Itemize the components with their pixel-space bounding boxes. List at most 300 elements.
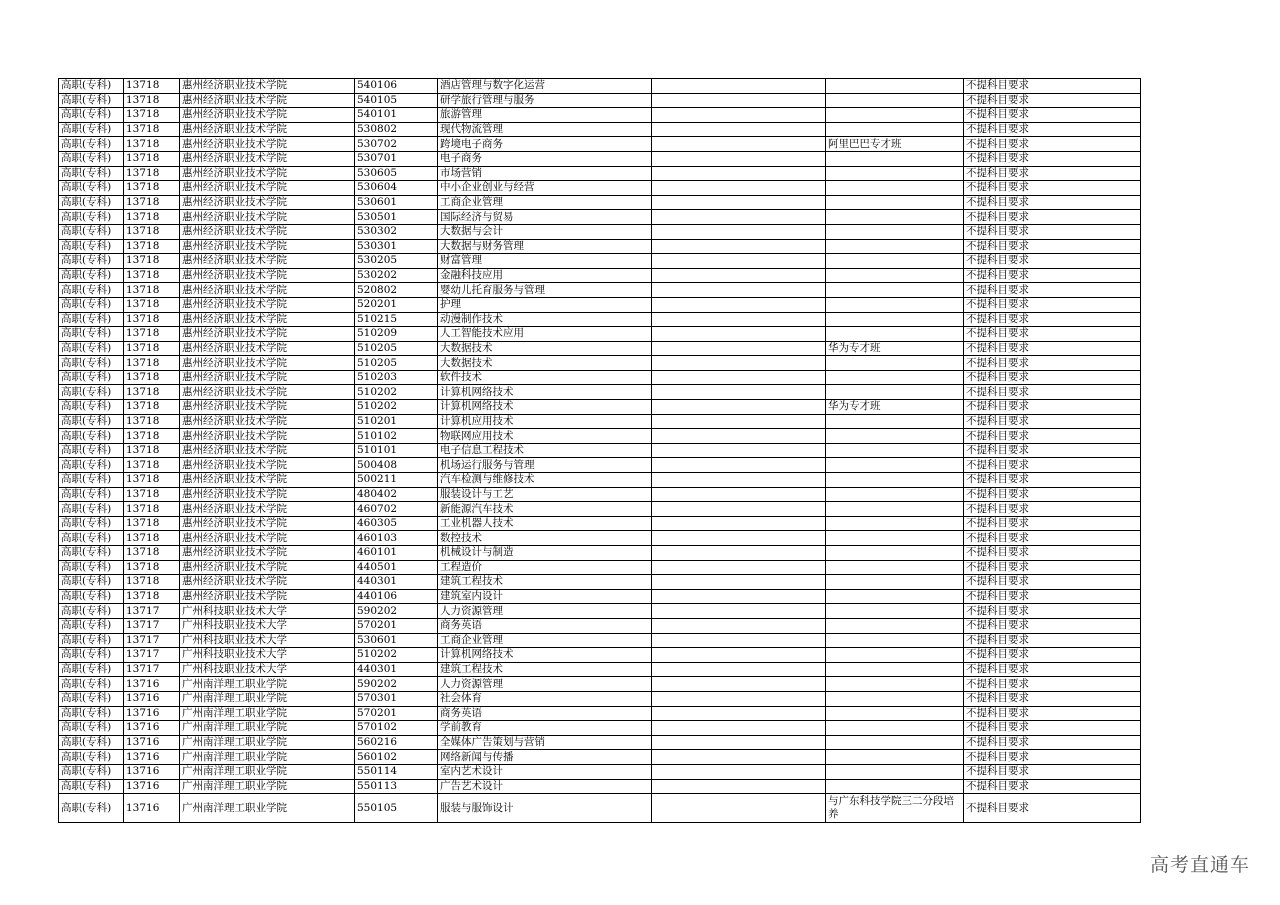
table-body: [59, 79, 1141, 823]
school-name-cell: 惠州经济职业技术学院: [180, 166, 355, 181]
school-code-cell: 13718: [124, 254, 180, 269]
major-name-cell: 室内艺术设计: [438, 764, 652, 779]
major-code-cell: 540106: [355, 79, 438, 94]
blank-cell: [652, 721, 826, 736]
blank-cell: [652, 414, 826, 429]
major-code-cell: 440106: [355, 589, 438, 604]
school-name-cell: 惠州经济职业技术学院: [180, 239, 355, 254]
school-code-cell: 13716: [124, 750, 180, 765]
blank-cell: [652, 750, 826, 765]
blank-cell: [652, 370, 826, 385]
school-code-cell: 13718: [124, 516, 180, 531]
school-name-cell: 广州南洋理工职业学院: [180, 794, 355, 823]
blank-cell: [652, 195, 826, 210]
school-code-cell: 13718: [124, 400, 180, 415]
requirement-cell: 不提科目要求: [964, 735, 1141, 750]
school-code-cell: 13718: [124, 151, 180, 166]
requirement-cell: 不提科目要求: [964, 662, 1141, 677]
note-cell: [826, 297, 964, 312]
school-name-cell: 广州科技职业技术大学: [180, 604, 355, 619]
school-name-cell: 惠州经济职业技术学院: [180, 312, 355, 327]
table-row: [59, 239, 1141, 254]
blank-cell: [652, 327, 826, 342]
note-cell: [826, 546, 964, 561]
level-cell: 高职(专科): [59, 691, 124, 706]
table-row: [59, 327, 1141, 342]
school-code-cell: 13718: [124, 283, 180, 298]
major-name-cell: 建筑工程技术: [438, 662, 652, 677]
school-code-cell: 13718: [124, 224, 180, 239]
major-code-cell: 510209: [355, 327, 438, 342]
school-name-cell: 广州南洋理工职业学院: [180, 691, 355, 706]
school-code-cell: 13718: [124, 385, 180, 400]
level-cell: 高职(专科): [59, 458, 124, 473]
note-cell: [826, 429, 964, 444]
level-cell: 高职(专科): [59, 531, 124, 546]
major-name-cell: 商务英语: [438, 706, 652, 721]
table-row: [59, 195, 1141, 210]
major-name-cell: 学前教育: [438, 721, 652, 736]
school-name-cell: 惠州经济职业技术学院: [180, 589, 355, 604]
major-code-cell: 550114: [355, 764, 438, 779]
requirement-cell: 不提科目要求: [964, 604, 1141, 619]
level-cell: 高职(专科): [59, 151, 124, 166]
note-cell: [826, 560, 964, 575]
school-code-cell: 13718: [124, 166, 180, 181]
major-name-cell: 中小企业创业与经营: [438, 181, 652, 196]
blank-cell: [652, 691, 826, 706]
table-row: [59, 662, 1141, 677]
note-cell: [826, 648, 964, 663]
table-row: [59, 414, 1141, 429]
table-row: [59, 633, 1141, 648]
level-cell: 高职(专科): [59, 400, 124, 415]
major-code-cell: 590202: [355, 604, 438, 619]
blank-cell: [652, 400, 826, 415]
requirement-cell: 不提科目要求: [964, 370, 1141, 385]
major-name-cell: 建筑工程技术: [438, 575, 652, 590]
school-name-cell: 惠州经济职业技术学院: [180, 151, 355, 166]
major-name-cell: 计算机网络技术: [438, 400, 652, 415]
major-name-cell: 网络新闻与传播: [438, 750, 652, 765]
major-name-cell: 工业机器人技术: [438, 516, 652, 531]
requirement-cell: 不提科目要求: [964, 210, 1141, 225]
major-code-cell: 460305: [355, 516, 438, 531]
requirement-cell: 不提科目要求: [964, 794, 1141, 823]
blank-cell: [652, 181, 826, 196]
school-name-cell: 惠州经济职业技术学院: [180, 341, 355, 356]
major-code-cell: 530802: [355, 122, 438, 137]
blank-cell: [652, 341, 826, 356]
school-code-cell: 13718: [124, 297, 180, 312]
major-code-cell: 530701: [355, 151, 438, 166]
note-cell: [826, 385, 964, 400]
level-cell: 高职(专科): [59, 604, 124, 619]
school-name-cell: 惠州经济职业技术学院: [180, 429, 355, 444]
level-cell: 高职(专科): [59, 560, 124, 575]
major-name-cell: 软件技术: [438, 370, 652, 385]
note-cell: [826, 779, 964, 794]
school-code-cell: 13716: [124, 735, 180, 750]
requirement-cell: 不提科目要求: [964, 414, 1141, 429]
blank-cell: [652, 210, 826, 225]
note-cell: 阿里巴巴专才班: [826, 137, 964, 152]
major-code-cell: 540105: [355, 93, 438, 108]
note-cell: [826, 166, 964, 181]
major-code-cell: 530601: [355, 195, 438, 210]
school-code-cell: 13718: [124, 93, 180, 108]
table-row: [59, 356, 1141, 371]
blank-cell: [652, 618, 826, 633]
note-cell: [826, 93, 964, 108]
note-cell: [826, 414, 964, 429]
major-code-cell: 530302: [355, 224, 438, 239]
table-row: [59, 108, 1141, 123]
table-row: [59, 516, 1141, 531]
blank-cell: [652, 516, 826, 531]
level-cell: 高职(专科): [59, 341, 124, 356]
table-row: [59, 93, 1141, 108]
table-row: [59, 546, 1141, 561]
blank-cell: [652, 633, 826, 648]
level-cell: 高职(专科): [59, 443, 124, 458]
major-name-cell: 电子商务: [438, 151, 652, 166]
school-code-cell: 13718: [124, 181, 180, 196]
school-name-cell: 惠州经济职业技术学院: [180, 400, 355, 415]
table-row: [59, 385, 1141, 400]
level-cell: 高职(专科): [59, 137, 124, 152]
level-cell: 高职(专科): [59, 473, 124, 488]
major-name-cell: 广告艺术设计: [438, 779, 652, 794]
note-cell: [826, 458, 964, 473]
level-cell: 高职(专科): [59, 706, 124, 721]
school-code-cell: 13718: [124, 414, 180, 429]
school-name-cell: 惠州经济职业技术学院: [180, 502, 355, 517]
level-cell: 高职(专科): [59, 648, 124, 663]
table-row: [59, 691, 1141, 706]
school-name-cell: 惠州经济职业技术学院: [180, 122, 355, 137]
school-name-cell: 惠州经济职业技术学院: [180, 224, 355, 239]
blank-cell: [652, 531, 826, 546]
major-name-cell: 工程造价: [438, 560, 652, 575]
major-name-cell: 建筑室内设计: [438, 589, 652, 604]
table-row: [59, 706, 1141, 721]
level-cell: 高职(专科): [59, 764, 124, 779]
requirement-cell: 不提科目要求: [964, 151, 1141, 166]
major-name-cell: 大数据与财务管理: [438, 239, 652, 254]
major-code-cell: 530604: [355, 181, 438, 196]
school-code-cell: 13718: [124, 137, 180, 152]
major-name-cell: 工商企业管理: [438, 195, 652, 210]
watermark: 高考直通车: [1149, 854, 1250, 876]
requirement-cell: 不提科目要求: [964, 458, 1141, 473]
major-name-cell: 机械设计与制造: [438, 546, 652, 561]
major-code-cell: 510202: [355, 400, 438, 415]
school-name-cell: 惠州经济职业技术学院: [180, 268, 355, 283]
requirement-cell: 不提科目要求: [964, 677, 1141, 692]
school-code-cell: 13718: [124, 210, 180, 225]
level-cell: 高职(专科): [59, 794, 124, 823]
major-name-cell: 财富管理: [438, 254, 652, 269]
level-cell: 高职(专科): [59, 385, 124, 400]
blank-cell: [652, 239, 826, 254]
note-cell: [826, 764, 964, 779]
note-cell: [826, 108, 964, 123]
requirement-cell: 不提科目要求: [964, 312, 1141, 327]
major-code-cell: 560102: [355, 750, 438, 765]
table-row: [59, 473, 1141, 488]
school-code-cell: 13718: [124, 560, 180, 575]
major-name-cell: 旅游管理: [438, 108, 652, 123]
blank-cell: [652, 93, 826, 108]
requirement-cell: 不提科目要求: [964, 589, 1141, 604]
major-code-cell: 550113: [355, 779, 438, 794]
major-name-cell: 国际经济与贸易: [438, 210, 652, 225]
major-name-cell: 新能源汽车技术: [438, 502, 652, 517]
blank-cell: [652, 356, 826, 371]
table-row: [59, 589, 1141, 604]
school-name-cell: 广州南洋理工职业学院: [180, 706, 355, 721]
major-code-cell: 520802: [355, 283, 438, 298]
school-name-cell: 惠州经济职业技术学院: [180, 137, 355, 152]
school-name-cell: 惠州经济职业技术学院: [180, 385, 355, 400]
school-name-cell: 惠州经济职业技术学院: [180, 210, 355, 225]
requirement-cell: 不提科目要求: [964, 633, 1141, 648]
table-row: [59, 429, 1141, 444]
school-name-cell: 广州南洋理工职业学院: [180, 721, 355, 736]
requirement-cell: 不提科目要求: [964, 181, 1141, 196]
school-code-cell: 13718: [124, 370, 180, 385]
major-name-cell: 汽车检测与维修技术: [438, 473, 652, 488]
school-code-cell: 13718: [124, 546, 180, 561]
requirement-cell: 不提科目要求: [964, 400, 1141, 415]
table-row: [59, 794, 1141, 823]
major-code-cell: 500408: [355, 458, 438, 473]
level-cell: 高职(专科): [59, 575, 124, 590]
note-cell: [826, 239, 964, 254]
school-name-cell: 惠州经济职业技术学院: [180, 254, 355, 269]
major-name-cell: 工商企业管理: [438, 633, 652, 648]
requirement-cell: 不提科目要求: [964, 254, 1141, 269]
school-code-cell: 13718: [124, 268, 180, 283]
blank-cell: [652, 79, 826, 94]
requirement-cell: 不提科目要求: [964, 575, 1141, 590]
requirement-cell: 不提科目要求: [964, 283, 1141, 298]
major-code-cell: 520201: [355, 297, 438, 312]
blank-cell: [652, 604, 826, 619]
school-code-cell: 13718: [124, 239, 180, 254]
major-code-cell: 480402: [355, 487, 438, 502]
major-name-cell: 婴幼儿托育服务与管理: [438, 283, 652, 298]
school-code-cell: 13718: [124, 327, 180, 342]
school-name-cell: 广州科技职业技术大学: [180, 662, 355, 677]
note-cell: [826, 589, 964, 604]
major-code-cell: 460103: [355, 531, 438, 546]
note-cell: [826, 283, 964, 298]
requirement-cell: 不提科目要求: [964, 560, 1141, 575]
requirement-cell: 不提科目要求: [964, 195, 1141, 210]
requirement-cell: 不提科目要求: [964, 502, 1141, 517]
school-code-cell: 13718: [124, 458, 180, 473]
note-cell: [826, 633, 964, 648]
major-name-cell: 计算机网络技术: [438, 385, 652, 400]
table-row: [59, 181, 1141, 196]
blank-cell: [652, 224, 826, 239]
level-cell: 高职(专科): [59, 414, 124, 429]
school-name-cell: 广州科技职业技术大学: [180, 618, 355, 633]
major-code-cell: 510205: [355, 356, 438, 371]
blank-cell: [652, 443, 826, 458]
major-name-cell: 人工智能技术应用: [438, 327, 652, 342]
requirement-cell: 不提科目要求: [964, 341, 1141, 356]
school-code-cell: 13718: [124, 531, 180, 546]
level-cell: 高职(专科): [59, 166, 124, 181]
major-code-cell: 530202: [355, 268, 438, 283]
school-name-cell: 惠州经济职业技术学院: [180, 458, 355, 473]
school-code-cell: 13717: [124, 604, 180, 619]
note-cell: [826, 254, 964, 269]
major-code-cell: 530601: [355, 633, 438, 648]
major-name-cell: 酒店管理与数字化运营: [438, 79, 652, 94]
level-cell: 高职(专科): [59, 677, 124, 692]
note-cell: [826, 604, 964, 619]
major-name-cell: 跨境电子商务: [438, 137, 652, 152]
blank-cell: [652, 137, 826, 152]
school-code-cell: 13716: [124, 677, 180, 692]
level-cell: 高职(专科): [59, 108, 124, 123]
blank-cell: [652, 297, 826, 312]
requirement-cell: 不提科目要求: [964, 79, 1141, 94]
blank-cell: [652, 283, 826, 298]
school-code-cell: 13717: [124, 618, 180, 633]
blank-cell: [652, 662, 826, 677]
table-row: [59, 721, 1141, 736]
major-code-cell: 510102: [355, 429, 438, 444]
table-row: [59, 122, 1141, 137]
note-cell: [826, 677, 964, 692]
table-row: [59, 210, 1141, 225]
note-cell: 华为专才班: [826, 341, 964, 356]
major-name-cell: 金融科技应用: [438, 268, 652, 283]
note-cell: [826, 151, 964, 166]
major-code-cell: 560216: [355, 735, 438, 750]
note-cell: [826, 327, 964, 342]
table-row: [59, 677, 1141, 692]
major-name-cell: 服装与服饰设计: [438, 794, 652, 823]
level-cell: 高职(专科): [59, 750, 124, 765]
note-cell: [826, 691, 964, 706]
note-cell: [826, 750, 964, 765]
major-code-cell: 510215: [355, 312, 438, 327]
requirement-cell: 不提科目要求: [964, 297, 1141, 312]
school-code-cell: 13718: [124, 589, 180, 604]
major-code-cell: 570201: [355, 706, 438, 721]
table-row: [59, 151, 1141, 166]
school-code-cell: 13716: [124, 779, 180, 794]
note-cell: [826, 195, 964, 210]
school-name-cell: 广州南洋理工职业学院: [180, 735, 355, 750]
level-cell: 高职(专科): [59, 224, 124, 239]
major-code-cell: 510203: [355, 370, 438, 385]
requirement-cell: 不提科目要求: [964, 473, 1141, 488]
blank-cell: [652, 502, 826, 517]
major-code-cell: 440301: [355, 575, 438, 590]
table-row: [59, 341, 1141, 356]
note-cell: [826, 721, 964, 736]
school-code-cell: 13718: [124, 502, 180, 517]
level-cell: 高职(专科): [59, 93, 124, 108]
school-name-cell: 惠州经济职业技术学院: [180, 181, 355, 196]
blank-cell: [652, 458, 826, 473]
table-row: [59, 166, 1141, 181]
note-cell: [826, 79, 964, 94]
major-code-cell: 510205: [355, 341, 438, 356]
school-name-cell: 惠州经济职业技术学院: [180, 575, 355, 590]
major-name-cell: 计算机网络技术: [438, 648, 652, 663]
blank-cell: [652, 122, 826, 137]
note-cell: [826, 487, 964, 502]
requirement-cell: 不提科目要求: [964, 429, 1141, 444]
school-code-cell: 13718: [124, 356, 180, 371]
blank-cell: [652, 487, 826, 502]
major-code-cell: 590202: [355, 677, 438, 692]
school-name-cell: 惠州经济职业技术学院: [180, 327, 355, 342]
level-cell: 高职(专科): [59, 210, 124, 225]
requirement-cell: 不提科目要求: [964, 443, 1141, 458]
major-code-cell: 510101: [355, 443, 438, 458]
level-cell: 高职(专科): [59, 297, 124, 312]
blank-cell: [652, 254, 826, 269]
requirement-cell: 不提科目要求: [964, 487, 1141, 502]
note-cell: 华为专才班: [826, 400, 964, 415]
table-row: [59, 604, 1141, 619]
major-code-cell: 570102: [355, 721, 438, 736]
note-cell: [826, 662, 964, 677]
note-cell: [826, 312, 964, 327]
school-name-cell: 惠州经济职业技术学院: [180, 79, 355, 94]
school-name-cell: 惠州经济职业技术学院: [180, 108, 355, 123]
school-name-cell: 惠州经济职业技术学院: [180, 487, 355, 502]
major-code-cell: 570301: [355, 691, 438, 706]
school-name-cell: 惠州经济职业技术学院: [180, 516, 355, 531]
note-cell: [826, 224, 964, 239]
major-code-cell: 530605: [355, 166, 438, 181]
table-row: [59, 458, 1141, 473]
major-name-cell: 大数据技术: [438, 341, 652, 356]
table-row: [59, 648, 1141, 663]
requirement-cell: 不提科目要求: [964, 546, 1141, 561]
table-row: [59, 735, 1141, 750]
school-name-cell: 惠州经济职业技术学院: [180, 546, 355, 561]
school-name-cell: 广州南洋理工职业学院: [180, 750, 355, 765]
level-cell: 高职(专科): [59, 239, 124, 254]
major-name-cell: 现代物流管理: [438, 122, 652, 137]
school-code-cell: 13718: [124, 575, 180, 590]
table-row: [59, 443, 1141, 458]
requirement-cell: 不提科目要求: [964, 166, 1141, 181]
requirement-cell: 不提科目要求: [964, 618, 1141, 633]
major-code-cell: 530205: [355, 254, 438, 269]
requirement-cell: 不提科目要求: [964, 268, 1141, 283]
requirement-cell: 不提科目要求: [964, 779, 1141, 794]
blank-cell: [652, 648, 826, 663]
level-cell: 高职(专科): [59, 735, 124, 750]
school-name-cell: 惠州经济职业技术学院: [180, 531, 355, 546]
requirement-cell: 不提科目要求: [964, 93, 1141, 108]
requirement-cell: 不提科目要求: [964, 648, 1141, 663]
requirement-cell: 不提科目要求: [964, 531, 1141, 546]
table-row: [59, 750, 1141, 765]
